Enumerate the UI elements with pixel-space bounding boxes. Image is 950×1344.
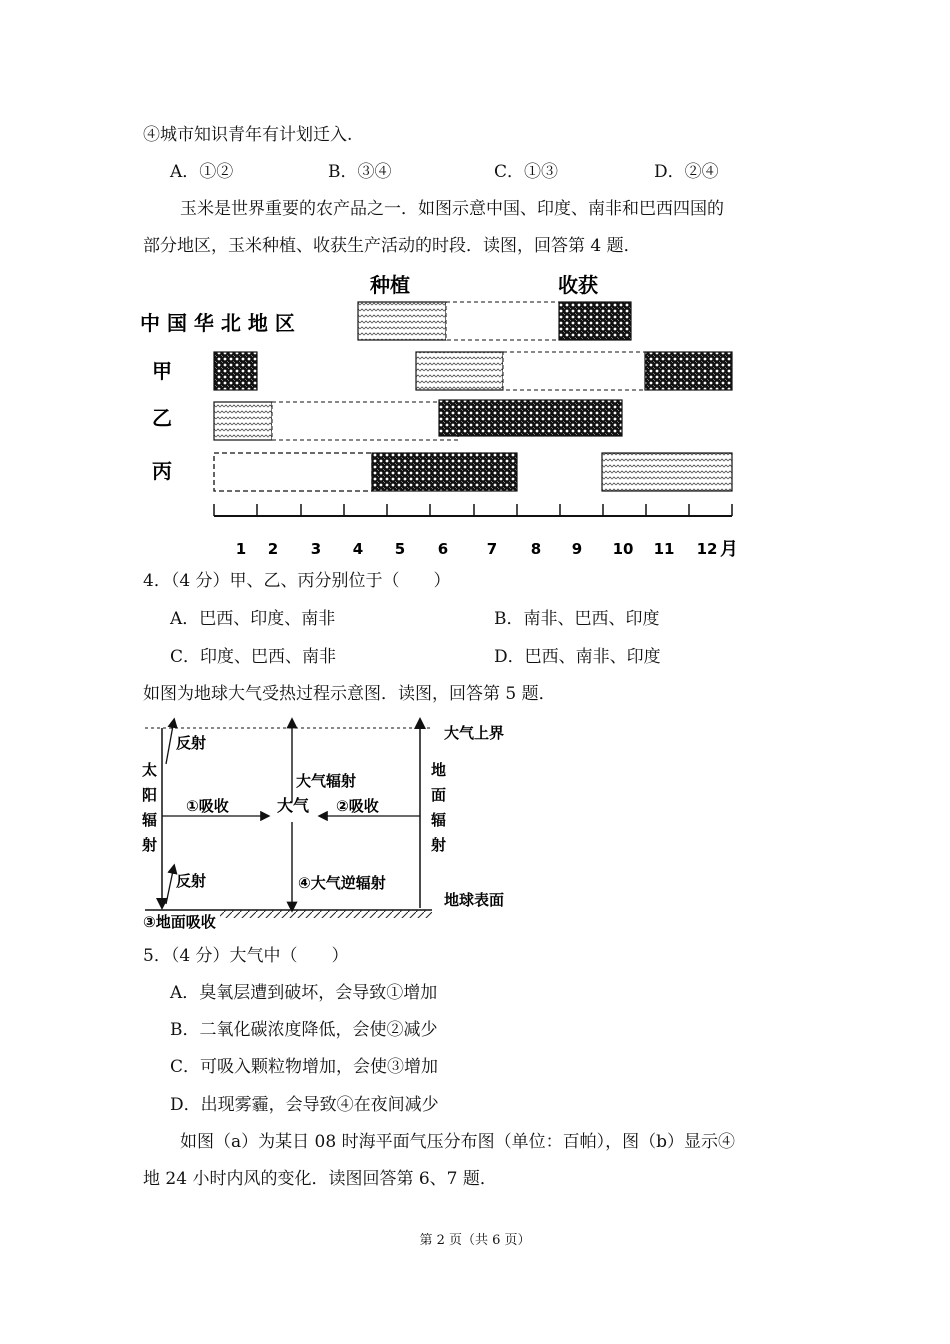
legend-plant: 种植 [370,273,410,297]
q5-option-c: C．可吸入颗粒物增加，会使③增加 [170,1057,439,1077]
q4-option-a: A．巴西、印度、南非 [170,609,336,629]
next-intro-line1: 如图（a）为某日 08 时海平面气压分布图（单位：百帕），图（b）显示④ [180,1132,735,1152]
bar-bing-planting [602,453,732,491]
month-label-1: 1 [235,540,247,558]
legend-harvest: 收获 [558,273,598,297]
bar-bing-growing [214,453,372,491]
bar-huabei-harvest [559,302,631,340]
month-label-3: 3 [310,540,322,558]
q5-option-b: B．二氧化碳浓度降低，会使②减少 [170,1020,438,1040]
reflect-bottom-arrow [166,866,174,904]
q5-option-a: A．臭氧层遭到破坏，会导致①增加 [170,983,438,1003]
prev-option-b: B．③④ [328,162,392,182]
month-ticks [214,504,732,516]
month-unit: 月 [720,539,738,560]
bar-huabei-planting [358,302,446,340]
q5-stem: 5．（4 分）大气中（ ） [143,946,349,966]
month-label-10: 10 [612,540,634,558]
ground-char-1: 地 [431,761,447,779]
row-label-yi: 乙 [152,406,172,430]
solar-char-1: 太 [142,761,158,779]
bar-jia-harvest [645,352,732,390]
prev-option-d: D．②④ [654,162,719,182]
ground-char-2: 面 [431,786,447,804]
month-label-5: 5 [394,540,406,558]
bar-huabei-growing [446,302,559,340]
prev-option-a: A．①② [170,162,234,182]
prev-option-c: C．①③ [494,162,559,182]
month-label-4: 4 [352,540,364,558]
q4-option-d: D．巴西、南非、印度 [494,647,661,667]
month-label-9: 9 [571,540,583,558]
bar-yi-planting [214,402,272,440]
month-label-6: 6 [437,540,449,558]
counter-radiation-label: ④大气逆辐射 [298,874,386,892]
bar-yi-growing [272,402,458,440]
top-boundary-label: 大气上界 [444,724,505,742]
solar-char-3: 辐 [142,811,158,829]
q4-option-c: C．印度、巴西、南非 [170,647,337,667]
absorb2-label: ②吸收 [336,797,379,815]
prev-item-4: ④城市知识青年有计划迁入. [143,125,353,145]
ground-absorb-label: ③地面吸收 [143,913,216,931]
atmosphere-label: 大气 [277,796,310,815]
month-label-12: 12 [696,540,718,558]
atmosphere-diagram [0,712,950,937]
ground-hatch [220,910,432,918]
q4-stem: 4．（4 分）甲、乙、丙分别位于（ ） [143,571,451,591]
solar-char-4: 射 [142,836,158,854]
corn-chart [0,260,950,565]
row-label-bing: 丙 [152,459,172,483]
reflect-top-label: 反射 [176,734,207,752]
absorb1-label: ①吸收 [186,797,229,815]
row-label-jia: 甲 [152,359,172,383]
month-label-11: 11 [653,540,675,558]
bar-bing-harvest [372,453,517,491]
bar-yi-harvest [439,400,622,436]
bar-jia-growing [503,352,645,390]
reflect-top-arrow [166,720,174,764]
corn-intro-line1: 玉米是世界重要的农产品之一．如图示意中国、印度、南非和巴西四国的 [180,199,724,219]
q4-option-b: B．南非、巴西、印度 [494,609,660,629]
solar-char-2: 阳 [142,786,158,804]
next-intro-line2: 地 24 小时内风的变化．读图回答第 6、7 题． [143,1169,497,1189]
ground-char-4: 射 [431,836,447,854]
page-footer: 第 2 页（共 6 页） [419,1233,531,1248]
reflect-bottom-label: 反射 [176,872,207,890]
ground-char-3: 辐 [431,811,447,829]
q5-option-d: D．出现雾霾，会导致④在夜间减少 [170,1095,439,1115]
corn-intro-line2: 部分地区，玉米种植、收获生产活动的时段．读图，回答第 4 题． [143,236,641,256]
surface-label: 地球表面 [444,891,505,909]
row-label-huabei: 中 国 华 北 地 区 [140,311,295,335]
month-label-7: 7 [486,540,498,558]
month-label-8: 8 [530,540,542,558]
bar-jia-planting [416,352,503,390]
bar-jia-harvest-early [214,352,257,390]
atm-intro: 如图为地球大气受热过程示意图．读图，回答第 5 题． [143,684,556,704]
atm-radiation-label: 大气辐射 [296,772,357,790]
month-label-2: 2 [267,540,279,558]
